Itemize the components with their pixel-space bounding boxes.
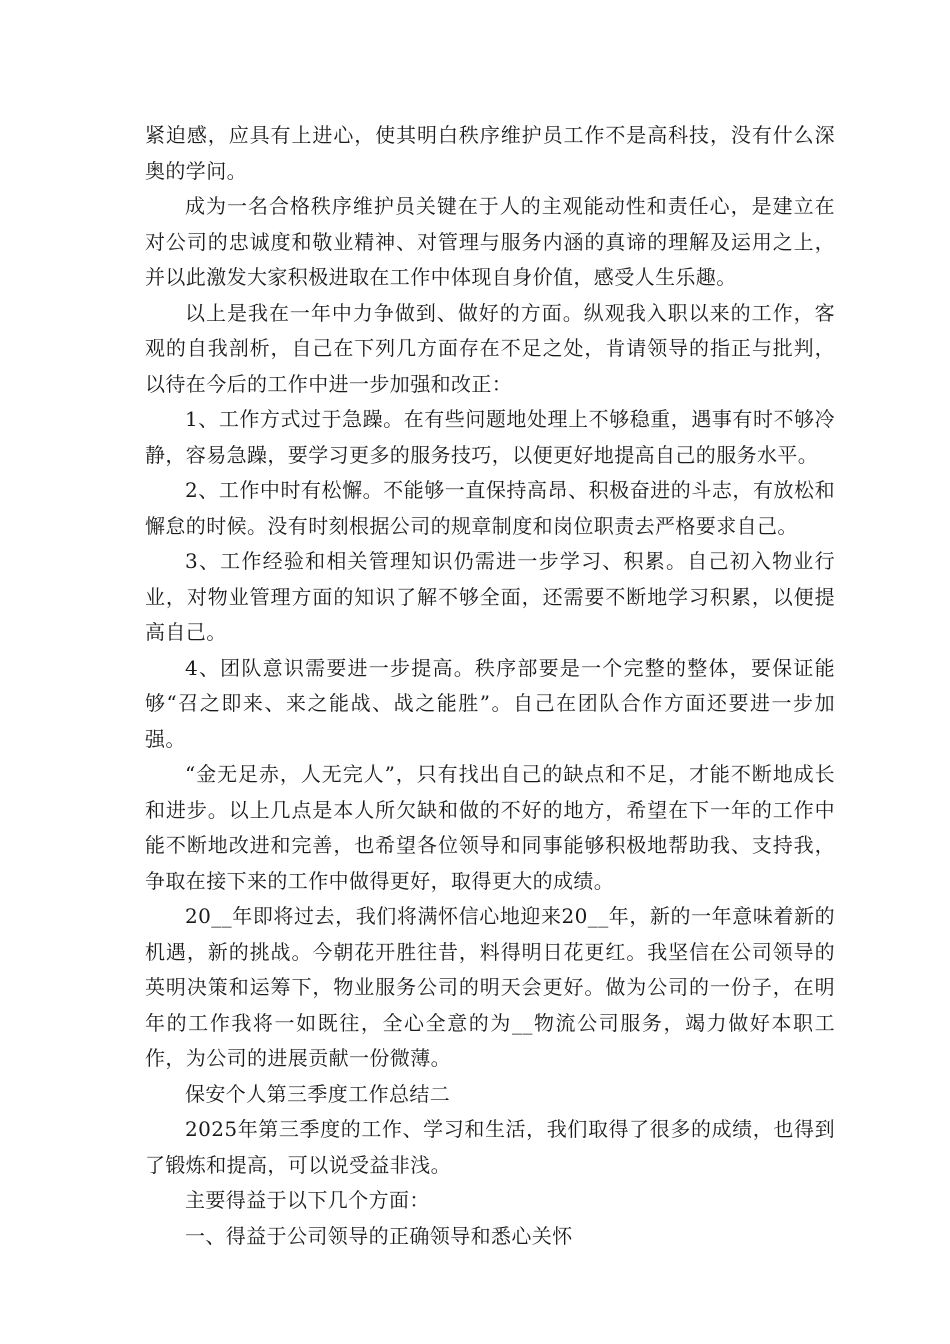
paragraph-point-2: 2、工作中时有松懈。不能够一直保持高昂、积极奋进的斗志，有放松和懈怠的时候。没有时刻根据公司的规章制度和岗位职责去严格要求自己。 <box>145 478 835 538</box>
paragraph-point-3: 3、工作经验和相关管理知识仍需进一步学习、积累。自己初入物业行业，对物业管理方面的知识了解不够全面，还需要不断地学习积累，以便提高自己。 <box>145 549 835 644</box>
paragraph-third-quarter: 2025年第三季度的工作、学习和生活，我们取得了很多的成绩，也得到了锻炼和提高，可以说受益非浅。 <box>145 1117 835 1177</box>
paragraph-self-analysis: 以上是我在一年中力争做到、做好的方面。纵观我入职以来的工作，客观的自我剖析，自己在下列几方面存在不足之处，肯请领导的指正与批判，以待在今后的工作中进一步加强和改正： <box>145 300 835 396</box>
paragraph-aspect-1: 一、得益于公司领导的正确领导和悉心关怀 <box>185 1223 573 1248</box>
paragraph-point-1: 1、工作方式过于急躁。在有些问题地处理上不够稳重，遇事有时不够冷静，容易急躁，要学习更多的服务技巧，以便更好地提高自己的服务水平。 <box>145 407 835 467</box>
paragraph-point-4: 4、团队意识需要进一步提高。秩序部要是一个完整的整体，要保证能够“召之即来、来之能战、战之能胜”。自己在团队合作方面还要进一步加强。 <box>145 655 835 751</box>
paragraph-new-year: 20__年即将过去，我们将满怀信心地迎来20__年，新的一年意味着新的机遇，新的挑战。今朝花开胜往昔，料得明日花更红。我坚信在公司领导的英明决策和运筹下，物业服务公司的明天会更好。做为公司的一份子，在明年的工作我将一如既往，全心全意的为__物流公司服务，竭力做好本职工作，为公司的进展贡献一份微薄。 <box>145 904 835 1070</box>
paragraph-improvement: “金无足赤，人无完人”，只有找出自己的缺点和不足，才能不断地成长和进步。以上几点是本人所欠缺和做的不好的地方，希望在下一年的工作中能不断地改进和完善，也希望各位领导和同事能够积极地帮助我、支持我，争取在接下来的工作中做得更好，取得更大的成绩。 <box>145 762 835 893</box>
paragraph-qualified-guard: 成为一名合格秩序维护员关键在于人的主观能动性和责任心，是建立在对公司的忠诚度和敬业精神、对管理与服务内涵的真谛的理解及运用之上，并以此激发大家积极进取在工作中体现自身价值，感受人生乐趣。 <box>145 194 835 289</box>
paragraph-continuation: 紧迫感，应具有上进心，使其明白秩序维护员工作不是高科技，没有什么深奥的学问。 <box>145 123 835 183</box>
paragraph-aspects: 主要得益于以下几个方面： <box>185 1188 430 1212</box>
section-heading: 保安个人第三季度工作总结二 <box>185 1081 451 1106</box>
document-body <box>145 118 835 1254</box>
